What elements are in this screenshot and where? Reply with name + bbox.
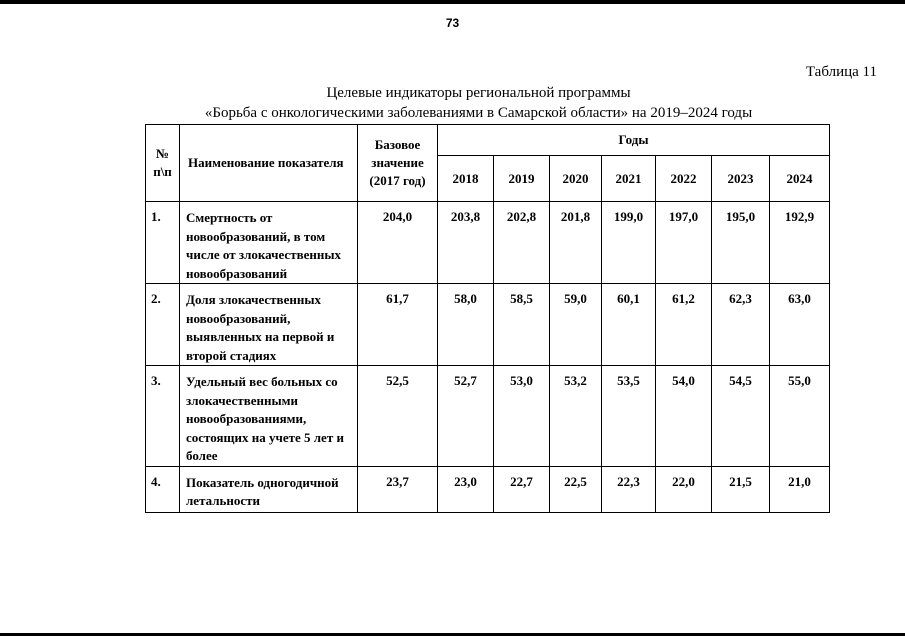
row-year-value: 22,0 xyxy=(656,466,712,512)
row-year-value: 54,0 xyxy=(656,366,712,467)
row-base-value: 204,0 xyxy=(358,202,438,284)
table-row xyxy=(146,284,830,366)
header-year: 2021 xyxy=(602,156,656,202)
row-year-value: 53,2 xyxy=(550,366,602,467)
row-year-value: 21,5 xyxy=(712,466,770,512)
header-year: 2018 xyxy=(438,156,494,202)
row-year-value: 54,5 xyxy=(712,366,770,467)
header-years-group: Годы xyxy=(438,125,830,156)
header-year: 2024 xyxy=(770,156,830,202)
header-year: 2019 xyxy=(494,156,550,202)
row-year-value: 63,0 xyxy=(770,284,830,366)
row-year-value: 203,8 xyxy=(438,202,494,284)
header-base-value: Базовое значение (2017 год) xyxy=(358,125,438,202)
row-year-value: 22,3 xyxy=(602,466,656,512)
row-number: 3. xyxy=(146,366,180,467)
header-year: 2022 xyxy=(656,156,712,202)
row-indicator-name: Показатель одногодичной летальности xyxy=(180,466,358,512)
row-base-value: 61,7 xyxy=(358,284,438,366)
header-year: 2020 xyxy=(550,156,602,202)
row-number: 4. xyxy=(146,466,180,512)
table-row xyxy=(146,202,830,284)
page-number: 73 xyxy=(445,16,460,30)
header-indicator-name: Наименование показателя xyxy=(180,125,358,202)
row-year-value: 197,0 xyxy=(656,202,712,284)
table-title-line-1: Целевые индикаторы региональной программы xyxy=(326,85,631,101)
row-number: 1. xyxy=(146,202,180,284)
row-year-value: 53,0 xyxy=(494,366,550,467)
row-year-value: 61,2 xyxy=(656,284,712,366)
row-year-value: 201,8 xyxy=(550,202,602,284)
table-row xyxy=(146,466,830,512)
row-number: 2. xyxy=(146,284,180,366)
indicators-table xyxy=(145,124,830,513)
top-border-rule xyxy=(0,0,905,4)
table-label: Таблица 11 xyxy=(805,64,877,80)
row-year-value: 58,5 xyxy=(494,284,550,366)
row-year-value: 53,5 xyxy=(602,366,656,467)
row-year-value: 22,5 xyxy=(550,466,602,512)
row-year-value: 52,7 xyxy=(438,366,494,467)
row-year-value: 22,7 xyxy=(494,466,550,512)
row-year-value: 23,0 xyxy=(438,466,494,512)
row-year-value: 195,0 xyxy=(712,202,770,284)
row-year-value: 202,8 xyxy=(494,202,550,284)
header-number: № п\п xyxy=(146,125,180,202)
row-year-value: 59,0 xyxy=(550,284,602,366)
row-indicator-name: Смертность от новообразований, в том числе от злокачественных новообразований xyxy=(180,202,358,284)
row-year-value: 199,0 xyxy=(602,202,656,284)
row-year-value: 55,0 xyxy=(770,366,830,467)
row-year-value: 60,1 xyxy=(602,284,656,366)
row-indicator-name: Удельный вес больных со злокачественными новообразованиями, состоящих на учете 5 лет и более xyxy=(180,366,358,467)
row-year-value: 62,3 xyxy=(712,284,770,366)
row-year-value: 58,0 xyxy=(438,284,494,366)
row-year-value: 21,0 xyxy=(770,466,830,512)
bottom-border-rule xyxy=(0,633,905,636)
row-base-value: 52,5 xyxy=(358,366,438,467)
table-row xyxy=(146,366,830,467)
row-base-value: 23,7 xyxy=(358,466,438,512)
row-indicator-name: Доля злокачественных новообразований, выявленных на первой и второй стадиях xyxy=(180,284,358,366)
table-title-line-2: «Борьба с онкологическими заболеваниями в Самарской области» на 2019–2024 годы xyxy=(204,105,753,121)
row-year-value: 192,9 xyxy=(770,202,830,284)
header-year: 2023 xyxy=(712,156,770,202)
